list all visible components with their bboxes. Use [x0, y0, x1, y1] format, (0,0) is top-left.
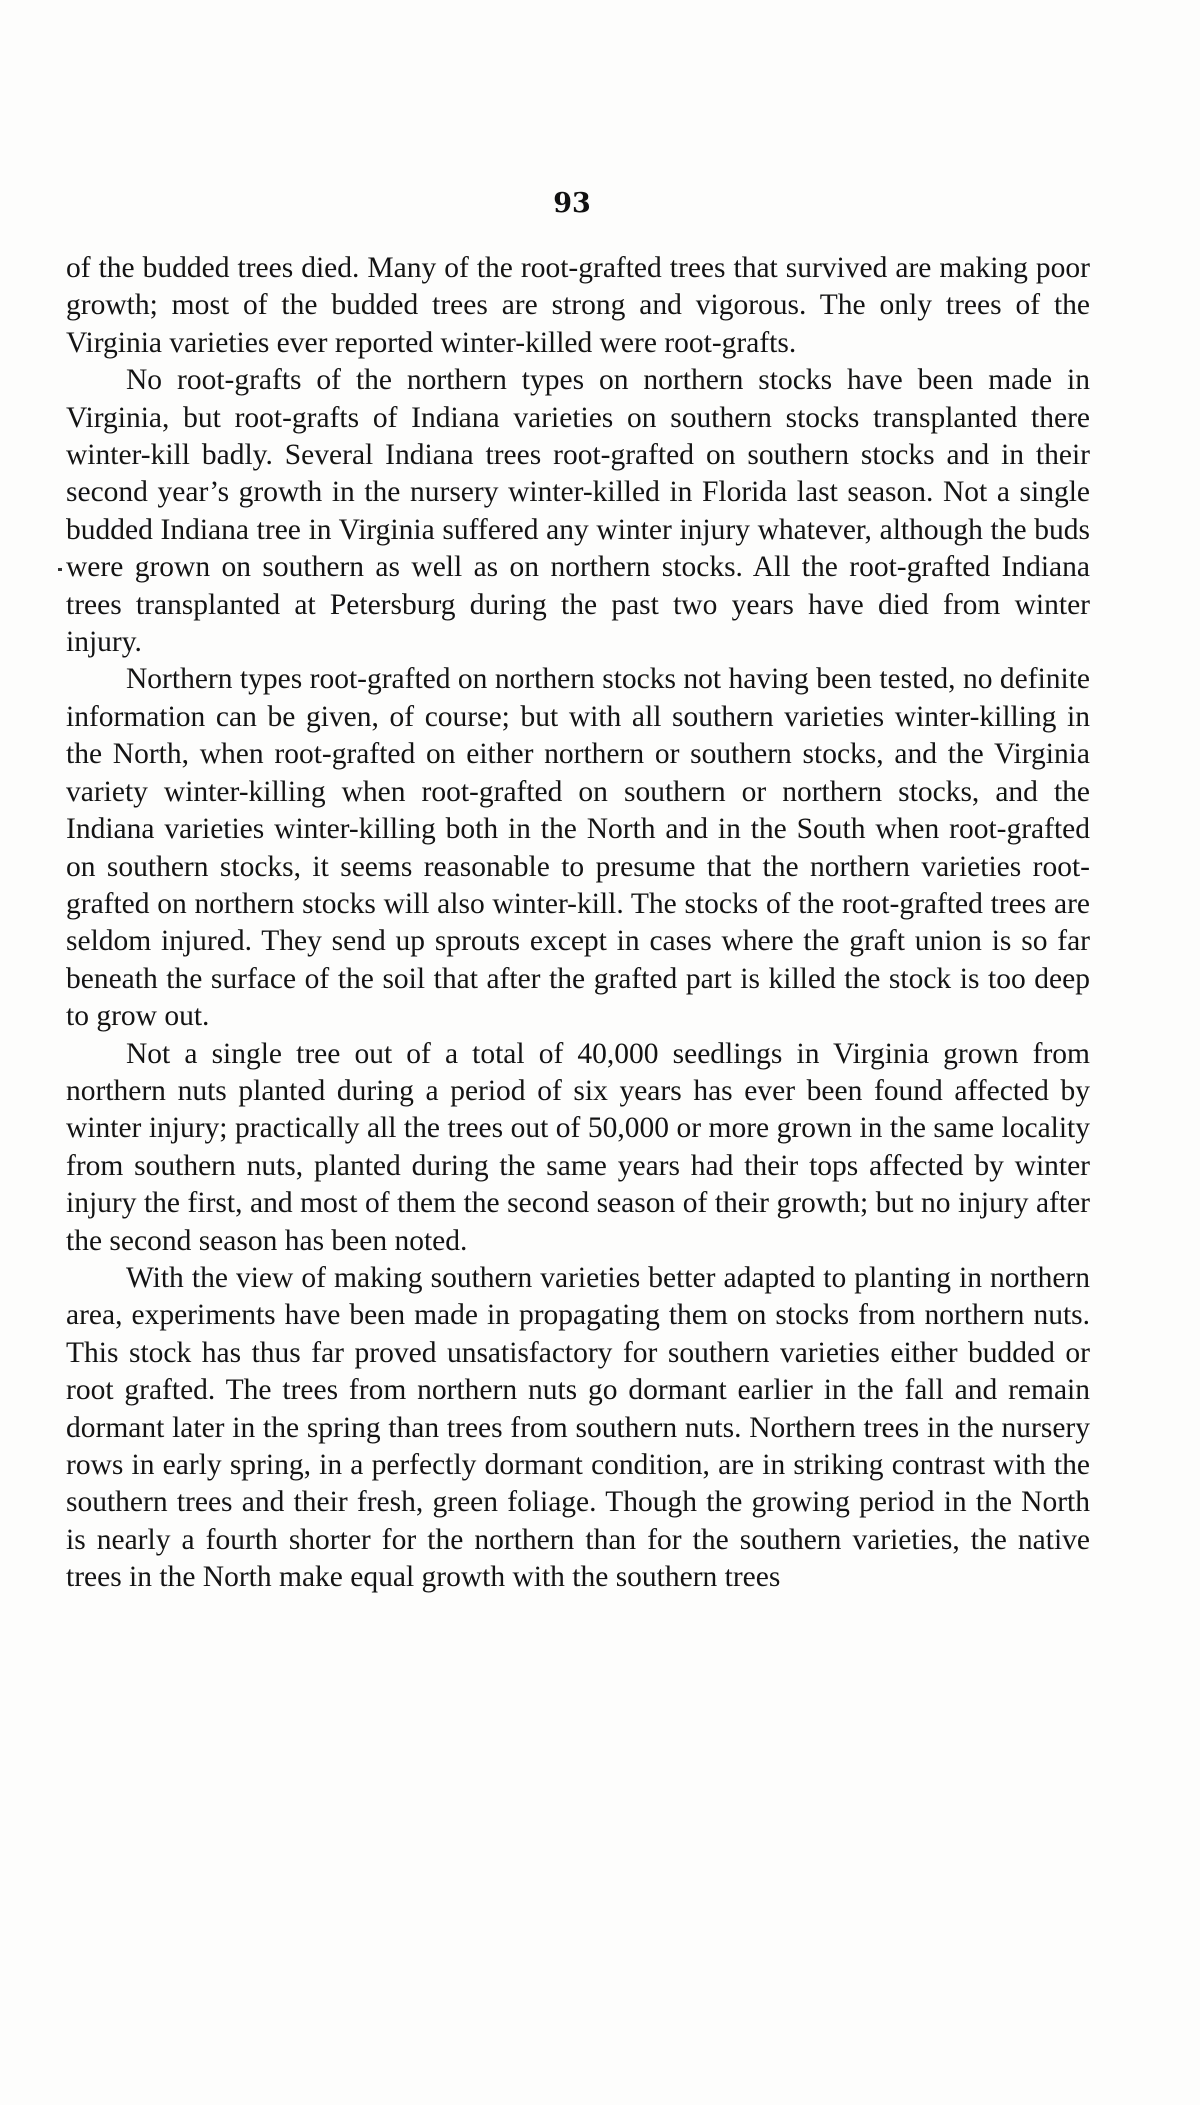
paragraph-3: Northern types root-grafted on northern stocks not having been tested, no definite information can be given, of course; but with all southern varieties winter-killing in the North, when root-grafted on either northern or southern stocks, and the Virginia variety winter-killing when root-grafted on southern or northern stocks, and the Indiana varieties winter-killing both in the North and in the South when root-grafted on southern stocks, it seems reasonable to presume that the northern varieties root-grafted on northern stocks will also winter-kill. The stocks of the root-grafted trees are seldom injured. They send up sprouts except in cases where the graft union is so far beneath the surface of the soil that after the grafted part is killed the stock is too deep to grow out.	[66, 663, 1090, 1033]
page-number: 93	[553, 188, 591, 219]
margin-mark	[58, 568, 62, 571]
paragraph-1: of the budded trees died. Many of the root-grafted trees that survived are making poor growth; most of the budded trees are strong and vigorous. The only trees of the Virginia varieties ever reported winter-killed were root-grafts.	[66, 252, 1090, 359]
paragraph-4: Not a single tree out of a total of 40,000 seedlings in Virginia grown from northern nuts planted during a period of six years has ever been found affected by winter injury; practically all the trees out of 50,000 or more grown in the same locality from southern nuts, planted during the same years had their tops affected by winter injury the first, and most of them the second season of their growth; but no injury after the second season has been noted.	[66, 1037, 1090, 1257]
paragraph-5: With the view of making southern varieties better adapted to planting in northern area, experiments have been made in propagating them on stocks from northern nuts. This stock has thus far proved unsatisfactory for southern varieties either budded or root grafted. The trees from northern nuts go dormant earlier in the fall and remain dormant later in the spring than trees from southern nuts. Northern trees in the nursery rows in early spring, in a perfectly dormant condition, are in striking contrast with the southern trees and their fresh, green foliage. Though the growing period in the North is nearly a fourth shorter for the northern than for the southern varieties, the native trees in the North make equal growth with the southern trees	[66, 1261, 1090, 1594]
body-text	[66, 250, 1090, 1597]
paragraph-2: No root-grafts of the northern types on northern stocks have been made in Virginia, but root-grafts of Indiana varieties on southern stocks transplanted there winter-kill badly. Several Indiana trees root-grafted on southern stocks and in their second year’s growth in the nursery winter-killed in Florida last season. Not a single budded Indiana tree in Virginia suffered any winter injury whatever, although the buds were grown on southern as well as on northern stocks. All the root-grafted Indiana trees transplanted at Petersburg during the past two years have died from winter injury.	[66, 364, 1090, 659]
